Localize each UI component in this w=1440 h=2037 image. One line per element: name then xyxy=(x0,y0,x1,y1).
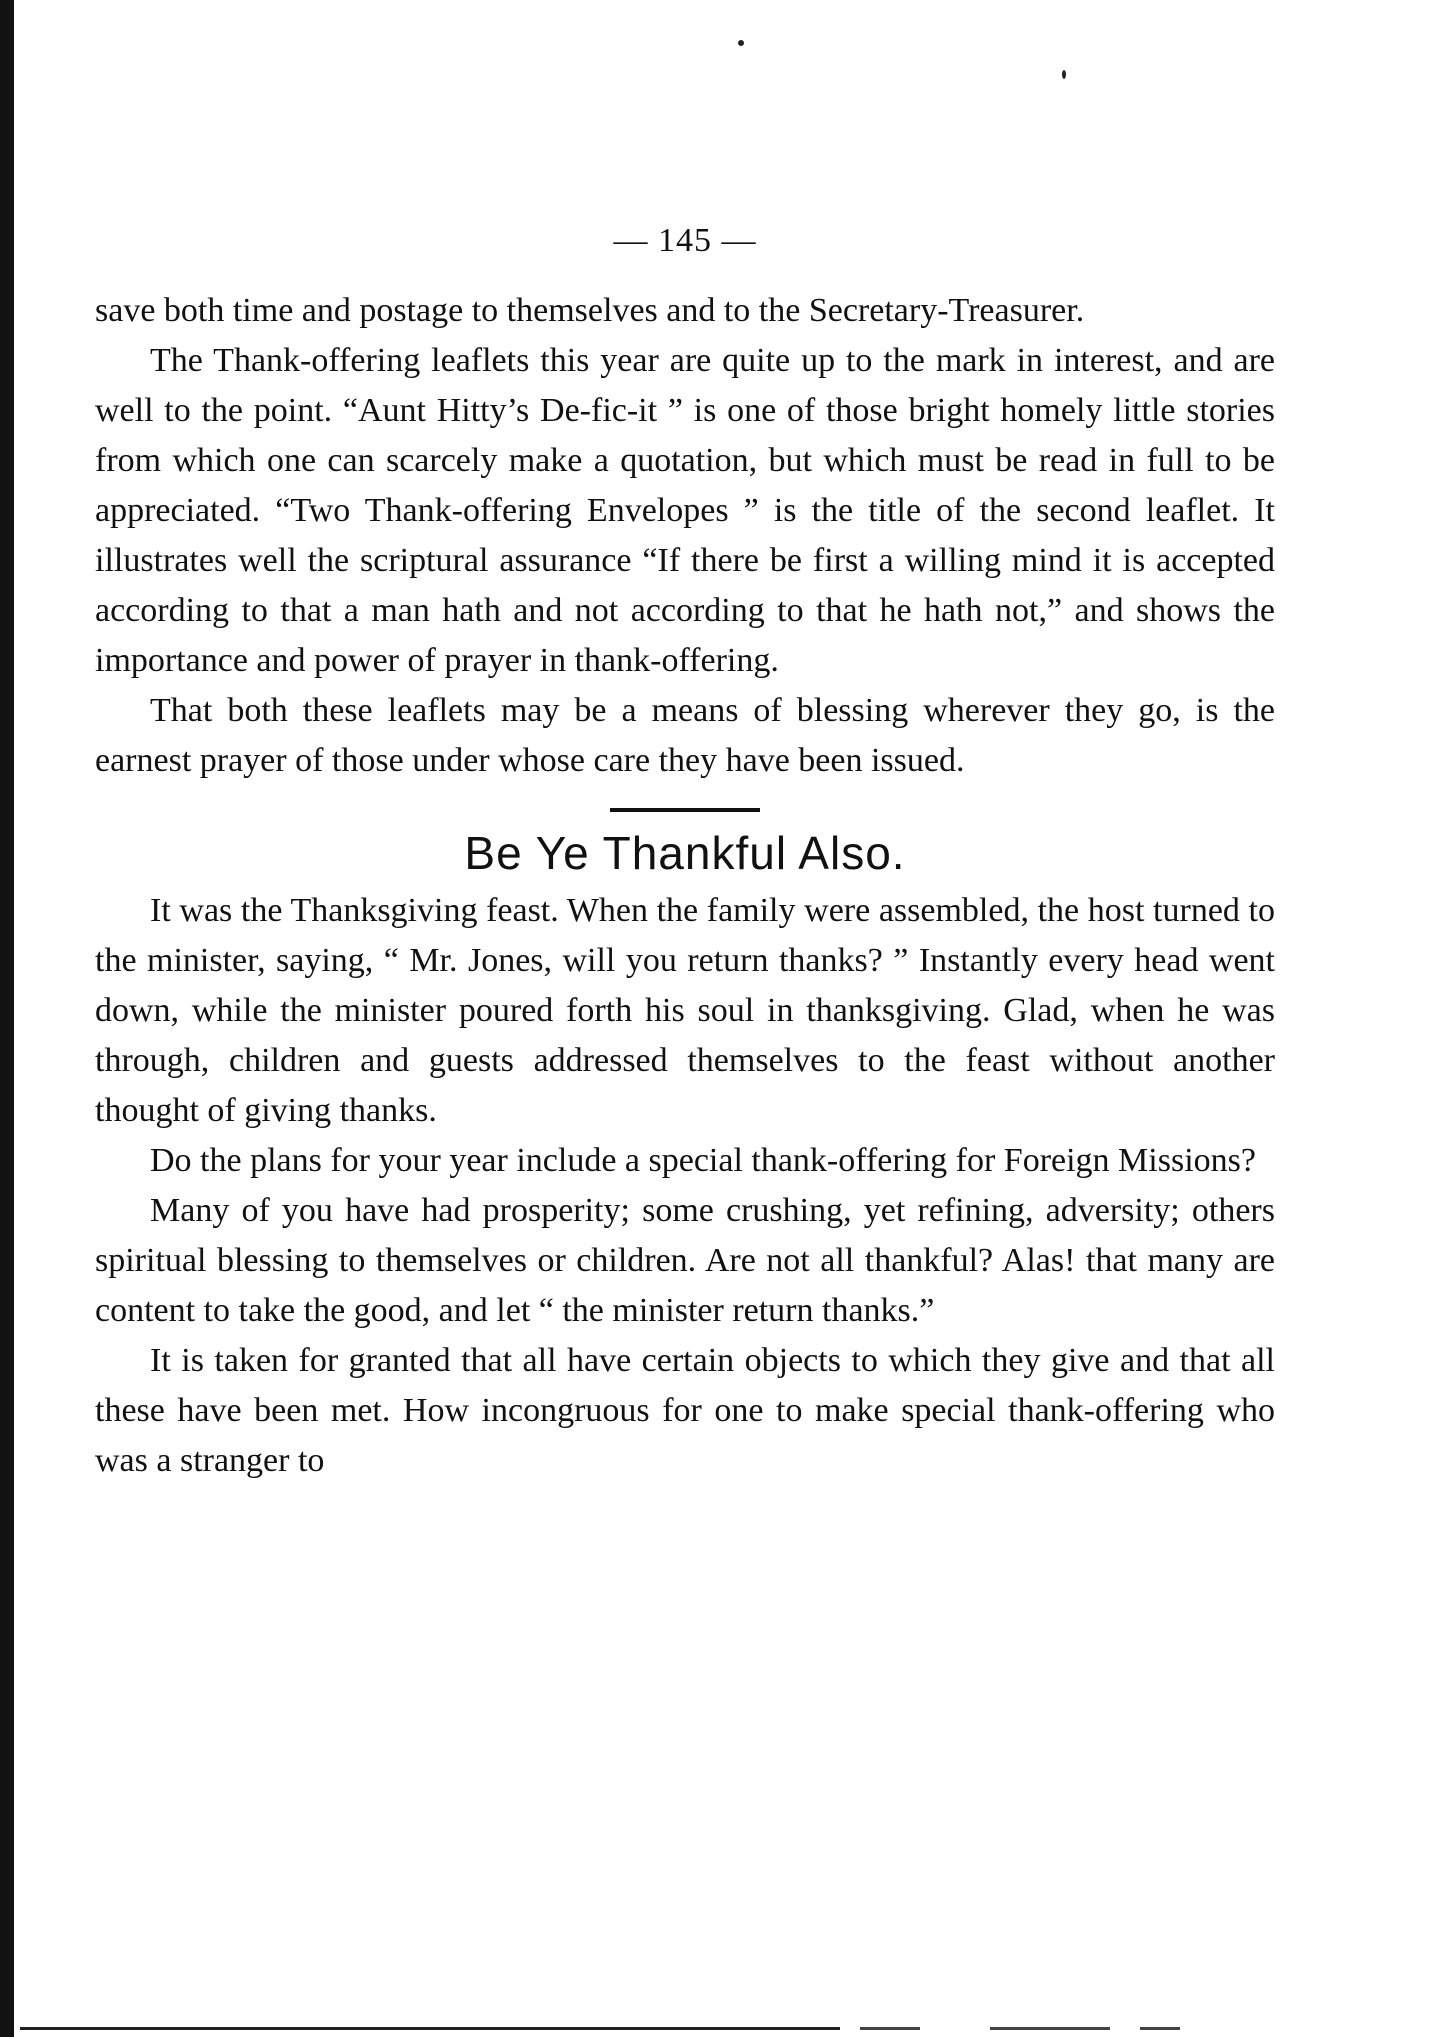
bottom-edge-dash xyxy=(990,2027,1110,2030)
paragraph: It is taken for granted that all have certain objects to which they give and that all these have been met. How incongruous for one to make special thank-offering who was a stranger to xyxy=(95,1342,1275,1479)
section-heading: Be Ye Thankful Also. xyxy=(464,827,906,879)
left-margin-rule xyxy=(0,0,14,2037)
paragraph: save both time and postage to themselves and to the Secretary-Treasurer. xyxy=(95,292,1085,329)
print-speck xyxy=(1062,70,1066,79)
paragraph: Many of you have had prosperity; some crushing, yet refining, adversity; others spiritual blessing to themselves or children. Are not all thankful? Alas! that many are content to take the good, and let “ the minister return thanks.” xyxy=(95,1192,1275,1329)
paragraph: The Thank-offering leaflets this year are quite up to the mark in interest, and are well to the point. “Aunt Hitty’s De-fic-it ” is one of those bright homely little stories from which one can scarcely make a quotation, but which must be read in full to be appreciated. “Two Thank-offering Envelopes ” is the title of the second leaflet. It illustrates well the scriptural assurance “If there be first a willing mind it is accepted according to that a man hath and not according to that he hath not,” and shows the importance and power of prayer in thank-offering. xyxy=(95,342,1275,679)
document-page xyxy=(95,222,1275,1486)
section-divider xyxy=(610,808,760,812)
bottom-edge-rule xyxy=(20,2027,840,2030)
paragraph: That both these leaflets may be a means of blessing wherever they go, is the earnest prayer of those under whose care they have been issued. xyxy=(95,692,1275,779)
page-number: — 145 — xyxy=(613,222,757,259)
bottom-edge-dash xyxy=(860,2027,920,2030)
bottom-edge-dash xyxy=(1140,2027,1180,2030)
paragraph: It was the Thanksgiving feast. When the family were assembled, the host turned to the minister, saying, “ Mr. Jones, will you return thanks? ” Instantly every head went down, while the minister poured forth his soul in thanksgiving. Glad, when he was through, children and guests addressed themselves to the feast without another thought of giving thanks. xyxy=(95,892,1275,1129)
paragraph: Do the plans for your year include a special thank-offering for Foreign Missions? xyxy=(150,1142,1256,1179)
print-speck xyxy=(738,40,744,46)
